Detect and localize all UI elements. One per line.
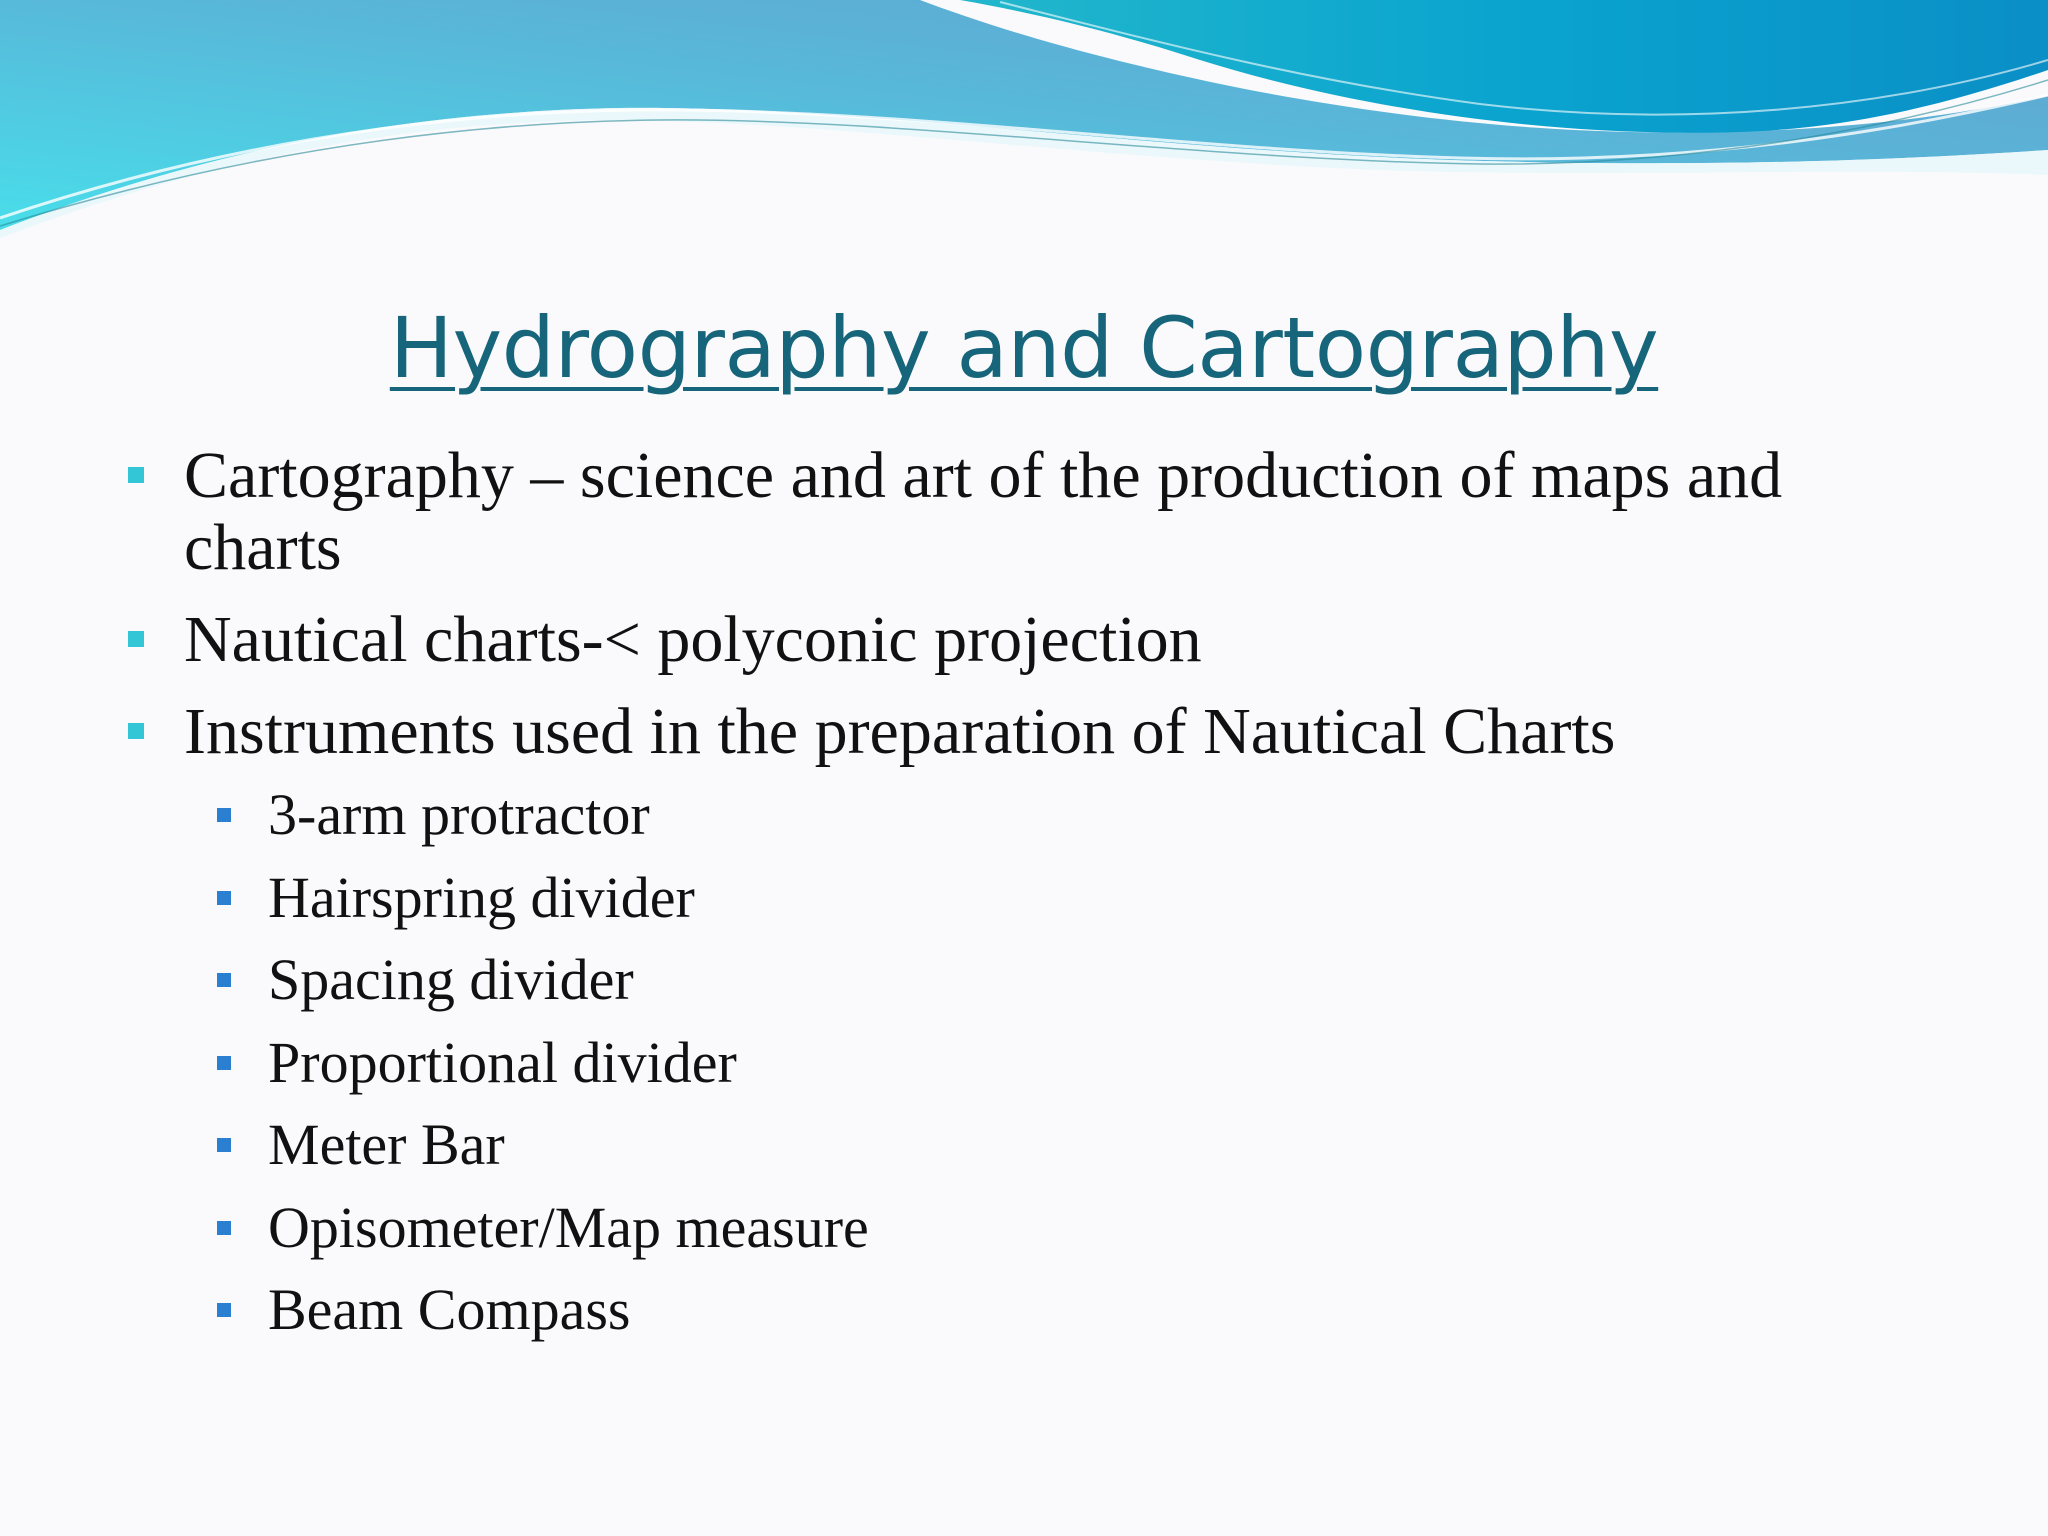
sub-bullet-marker-icon [217,973,231,987]
wave-header-decoration [0,0,2048,240]
sub-bullet-marker-icon [217,1138,231,1152]
bullet-item [0,440,2048,584]
bullet-item [0,696,2048,768]
bullet-text: Instruments used in the preparation of Nautical Charts [184,695,1616,768]
sub-bullet-marker-icon [217,891,231,905]
bullet-text: Nautical charts-< polyconic projection [184,603,1202,676]
sub-bullet-text: Proportional divider [268,1029,737,1095]
sub-bullet-group [0,782,2048,1343]
sub-bullet-item [0,865,2048,931]
sub-bullet-marker-icon [217,1056,231,1070]
sub-bullet-item [0,782,2048,848]
sub-bullet-text: Hairspring divider [268,864,695,930]
bullet-text: Cartography – science and art of the production of maps and charts [184,439,1783,584]
bullet-item [0,604,2048,676]
bullet-marker-icon [128,723,144,739]
bullet-marker-icon [128,467,144,483]
bullet-marker-icon [128,631,144,647]
sub-bullet-item [0,1277,2048,1343]
slide-title: Hydrography and Cartography [389,299,1659,397]
sub-bullet-text: Beam Compass [268,1277,631,1342]
sub-bullet-item [0,1195,2048,1261]
sub-bullet-marker-icon [217,808,231,822]
bullet-list [0,440,2048,1360]
sub-bullet-text: 3-arm protractor [268,782,650,847]
sub-bullet-text: Meter Bar [268,1112,505,1177]
sub-bullet-item [0,1112,2048,1178]
sub-bullet-list [0,782,2048,1343]
sub-bullet-marker-icon [217,1303,231,1317]
sub-bullet-item [0,1030,2048,1096]
sub-bullet-marker-icon [217,1221,231,1235]
sub-bullet-text: Spacing divider [268,947,634,1012]
sub-bullet-item [0,947,2048,1013]
sub-bullet-text: Opisometer/Map measure [268,1194,869,1260]
